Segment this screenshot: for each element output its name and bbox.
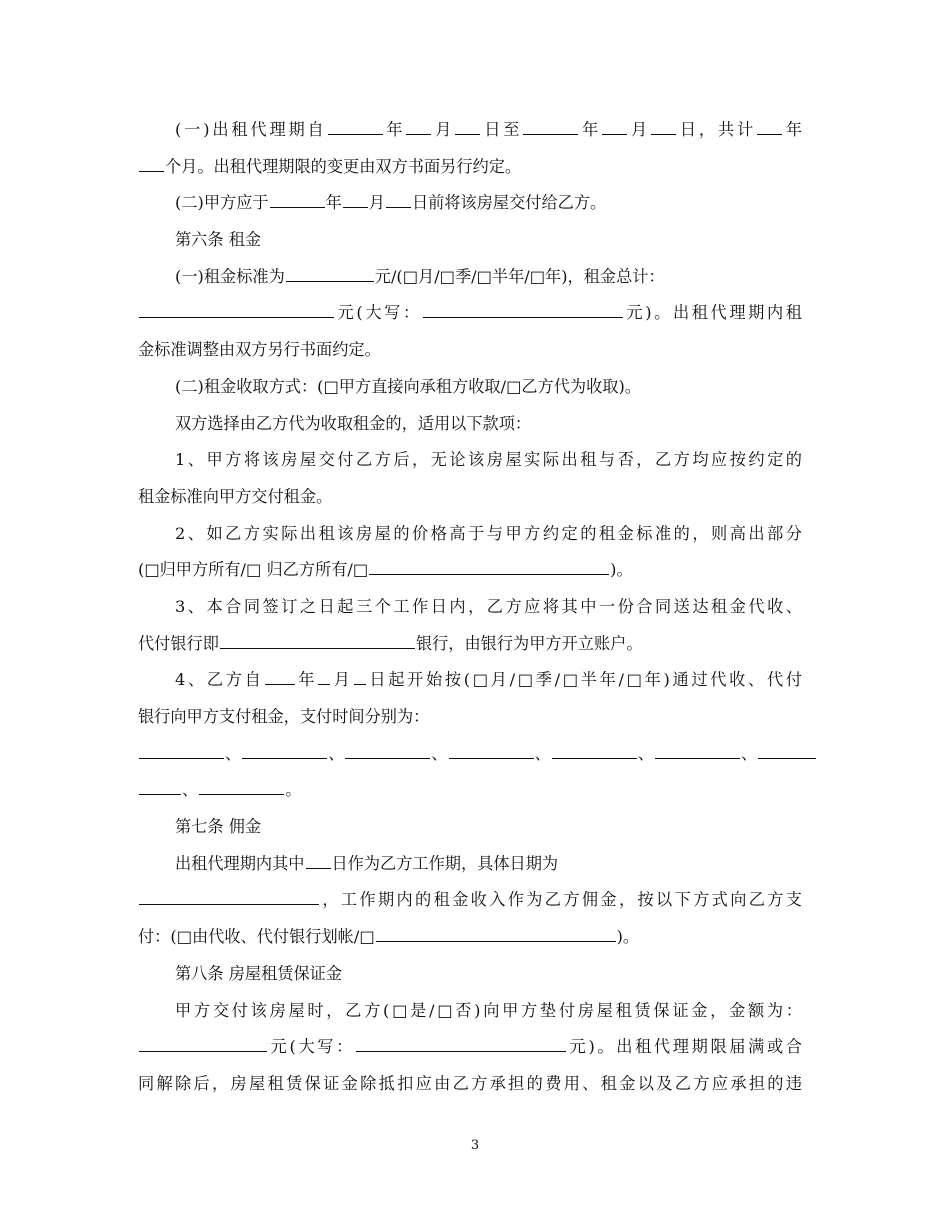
text-line xyxy=(138,589,802,626)
text-line xyxy=(138,882,802,919)
text-line xyxy=(138,662,802,699)
text-line xyxy=(138,185,802,222)
text-segment: 日起开始按(□月/□季/□半年/□年)通过代收、代付 xyxy=(366,670,803,690)
text-line xyxy=(138,442,802,479)
text-segment: )。 xyxy=(616,927,640,947)
text-segment: 个月。出租代理期限的变更由双方书面另行约定。 xyxy=(165,156,522,176)
text-segment: 4、乙方自 xyxy=(175,670,264,690)
text-segment: 第七条 佣金 xyxy=(175,817,262,837)
text-segment: 、 xyxy=(225,743,242,763)
text-segment: ，工作期内的租金收入作为乙方佣金，按以下方式向乙方支 xyxy=(320,890,802,910)
text-segment: (二)租金收取方式：(□甲方直接向承租方收取/□乙方代为收取)。 xyxy=(175,376,641,396)
blank-underline xyxy=(328,133,383,135)
text-segment: 月 xyxy=(628,120,651,139)
text-segment: 元(大写： xyxy=(268,1037,355,1057)
blank-underline xyxy=(343,206,368,208)
text-line xyxy=(138,222,802,259)
blank-underline xyxy=(356,1050,566,1052)
document-body xyxy=(138,112,802,1103)
text-segment: 银行，由银行为甲方开立账户。 xyxy=(415,633,643,653)
text-segment: 年 xyxy=(325,193,342,213)
blank-underline xyxy=(139,757,224,759)
text-line xyxy=(138,369,802,406)
blank-underline xyxy=(318,683,330,685)
text-segment: 第六条 租金 xyxy=(175,230,262,250)
text-segment: 、 xyxy=(431,743,448,763)
blank-underline xyxy=(220,647,415,649)
text-line xyxy=(138,809,802,846)
text-segment: 年 xyxy=(783,120,803,139)
text-segment: 年 xyxy=(383,120,406,139)
blank-underline xyxy=(139,903,319,905)
text-line xyxy=(138,406,802,443)
text-segment: 双方选择由乙方代为收取租金的，适用以下款项： xyxy=(175,413,532,433)
blank-underline xyxy=(406,133,431,135)
text-line xyxy=(138,112,802,149)
blank-underline xyxy=(602,133,627,135)
blank-underline xyxy=(242,757,327,759)
text-line xyxy=(138,699,802,736)
blank-underline xyxy=(423,316,623,318)
text-segment: (二)甲方应于 xyxy=(175,193,269,213)
blank-underline xyxy=(354,683,366,685)
text-line xyxy=(138,332,802,369)
text-segment: )。 xyxy=(610,560,633,580)
blank-underline xyxy=(369,573,609,575)
text-segment: 、 xyxy=(534,743,551,763)
text-segment: 租金标准向甲方交付租金。 xyxy=(138,486,333,506)
text-segment: 元/(□月/□季/□半年/□年)，租金总计： xyxy=(374,266,665,286)
blank-underline xyxy=(199,793,284,795)
text-segment: 、 xyxy=(182,780,199,800)
blank-underline xyxy=(376,940,616,942)
text-segment: 1、甲方将该房屋交付乙方后，无论该房屋实际出租与否，乙方均应按约定的 xyxy=(175,450,802,470)
text-line xyxy=(138,1029,802,1066)
text-segment: 日，共计 xyxy=(677,120,757,139)
text-segment: 。 xyxy=(285,780,302,800)
text-segment: (□归甲方所有/□ 归乙方所有/□ xyxy=(138,560,369,580)
blank-underline xyxy=(449,757,534,759)
text-line xyxy=(138,516,802,553)
text-segment: 付：(□由代收、代付银行划帐/□ xyxy=(138,927,375,947)
text-line xyxy=(138,149,802,186)
blank-underline xyxy=(139,793,181,795)
text-segment: 月 xyxy=(331,670,353,690)
text-line xyxy=(138,295,802,332)
text-segment: 出租代理期内其中 xyxy=(175,853,305,873)
blank-underline xyxy=(139,1050,267,1052)
text-segment: 元)。出租代理期内租 xyxy=(623,303,802,323)
blank-underline xyxy=(655,757,740,759)
blank-underline xyxy=(651,133,676,135)
blank-underline xyxy=(757,133,782,135)
text-line xyxy=(138,993,802,1030)
text-segment: 甲方交付该房屋时，乙方(□是/□否)向甲方垫付房屋租赁保证金，金额为： xyxy=(175,1000,802,1020)
text-segment: 日作为乙方工作期，具体日期为 xyxy=(331,853,559,873)
text-segment: 、 xyxy=(328,743,345,763)
text-segment: 月 xyxy=(432,120,455,139)
text-segment: 年 xyxy=(579,120,602,139)
text-segment: 、 xyxy=(637,743,654,763)
text-line xyxy=(138,919,802,956)
text-line xyxy=(138,259,802,296)
blank-underline xyxy=(758,757,816,759)
page-number: 3 xyxy=(470,1138,480,1153)
blank-underline xyxy=(286,280,374,282)
text-segment: 、 xyxy=(740,743,758,763)
text-line xyxy=(138,1066,802,1103)
blank-underline xyxy=(265,683,295,685)
text-line xyxy=(138,736,802,773)
blank-underline xyxy=(386,206,411,208)
text-line xyxy=(138,626,802,663)
text-segment: 同解除后，房屋租赁保证金除抵扣应由乙方承担的费用、租金以及乙方应承担的违 xyxy=(138,1073,802,1093)
text-segment: 月 xyxy=(368,193,385,213)
text-segment: 元(大写： xyxy=(335,303,422,323)
blank-underline xyxy=(455,133,480,135)
text-segment: 日至 xyxy=(481,120,523,139)
blank-underline xyxy=(306,867,331,869)
blank-underline xyxy=(523,133,578,135)
text-segment: 第八条 房屋租赁保证金 xyxy=(175,963,343,983)
text-line xyxy=(138,846,802,883)
text-segment: 金标准调整由双方另行书面约定。 xyxy=(138,340,381,360)
text-segment: 银行向甲方支付租金，支付时间分别为： xyxy=(138,707,430,726)
text-line xyxy=(138,772,802,809)
text-segment: 元)。出租代理期限届满或合 xyxy=(566,1037,802,1057)
text-segment: (一)租金标准为 xyxy=(175,266,285,286)
text-segment: (一)出租代理期自 xyxy=(175,120,327,139)
text-line xyxy=(138,552,802,589)
blank-underline xyxy=(139,316,334,318)
blank-underline xyxy=(552,757,637,759)
text-segment: 2、如乙方实际出租该房屋的价格高于与甲方约定的租金标准的，则高出部分 xyxy=(175,523,802,543)
blank-underline xyxy=(139,170,164,172)
text-segment: 代付银行即 xyxy=(138,633,219,653)
text-line xyxy=(138,956,802,993)
text-segment: 日前将该房屋交付给乙方。 xyxy=(411,193,607,213)
text-segment: 年 xyxy=(295,670,318,690)
text-segment: 3、本合同签订之日起三个工作日内，乙方应将其中一份合同送达租金代收、 xyxy=(175,596,802,616)
blank-underline xyxy=(270,206,325,208)
blank-underline xyxy=(345,757,430,759)
text-line xyxy=(138,479,802,516)
